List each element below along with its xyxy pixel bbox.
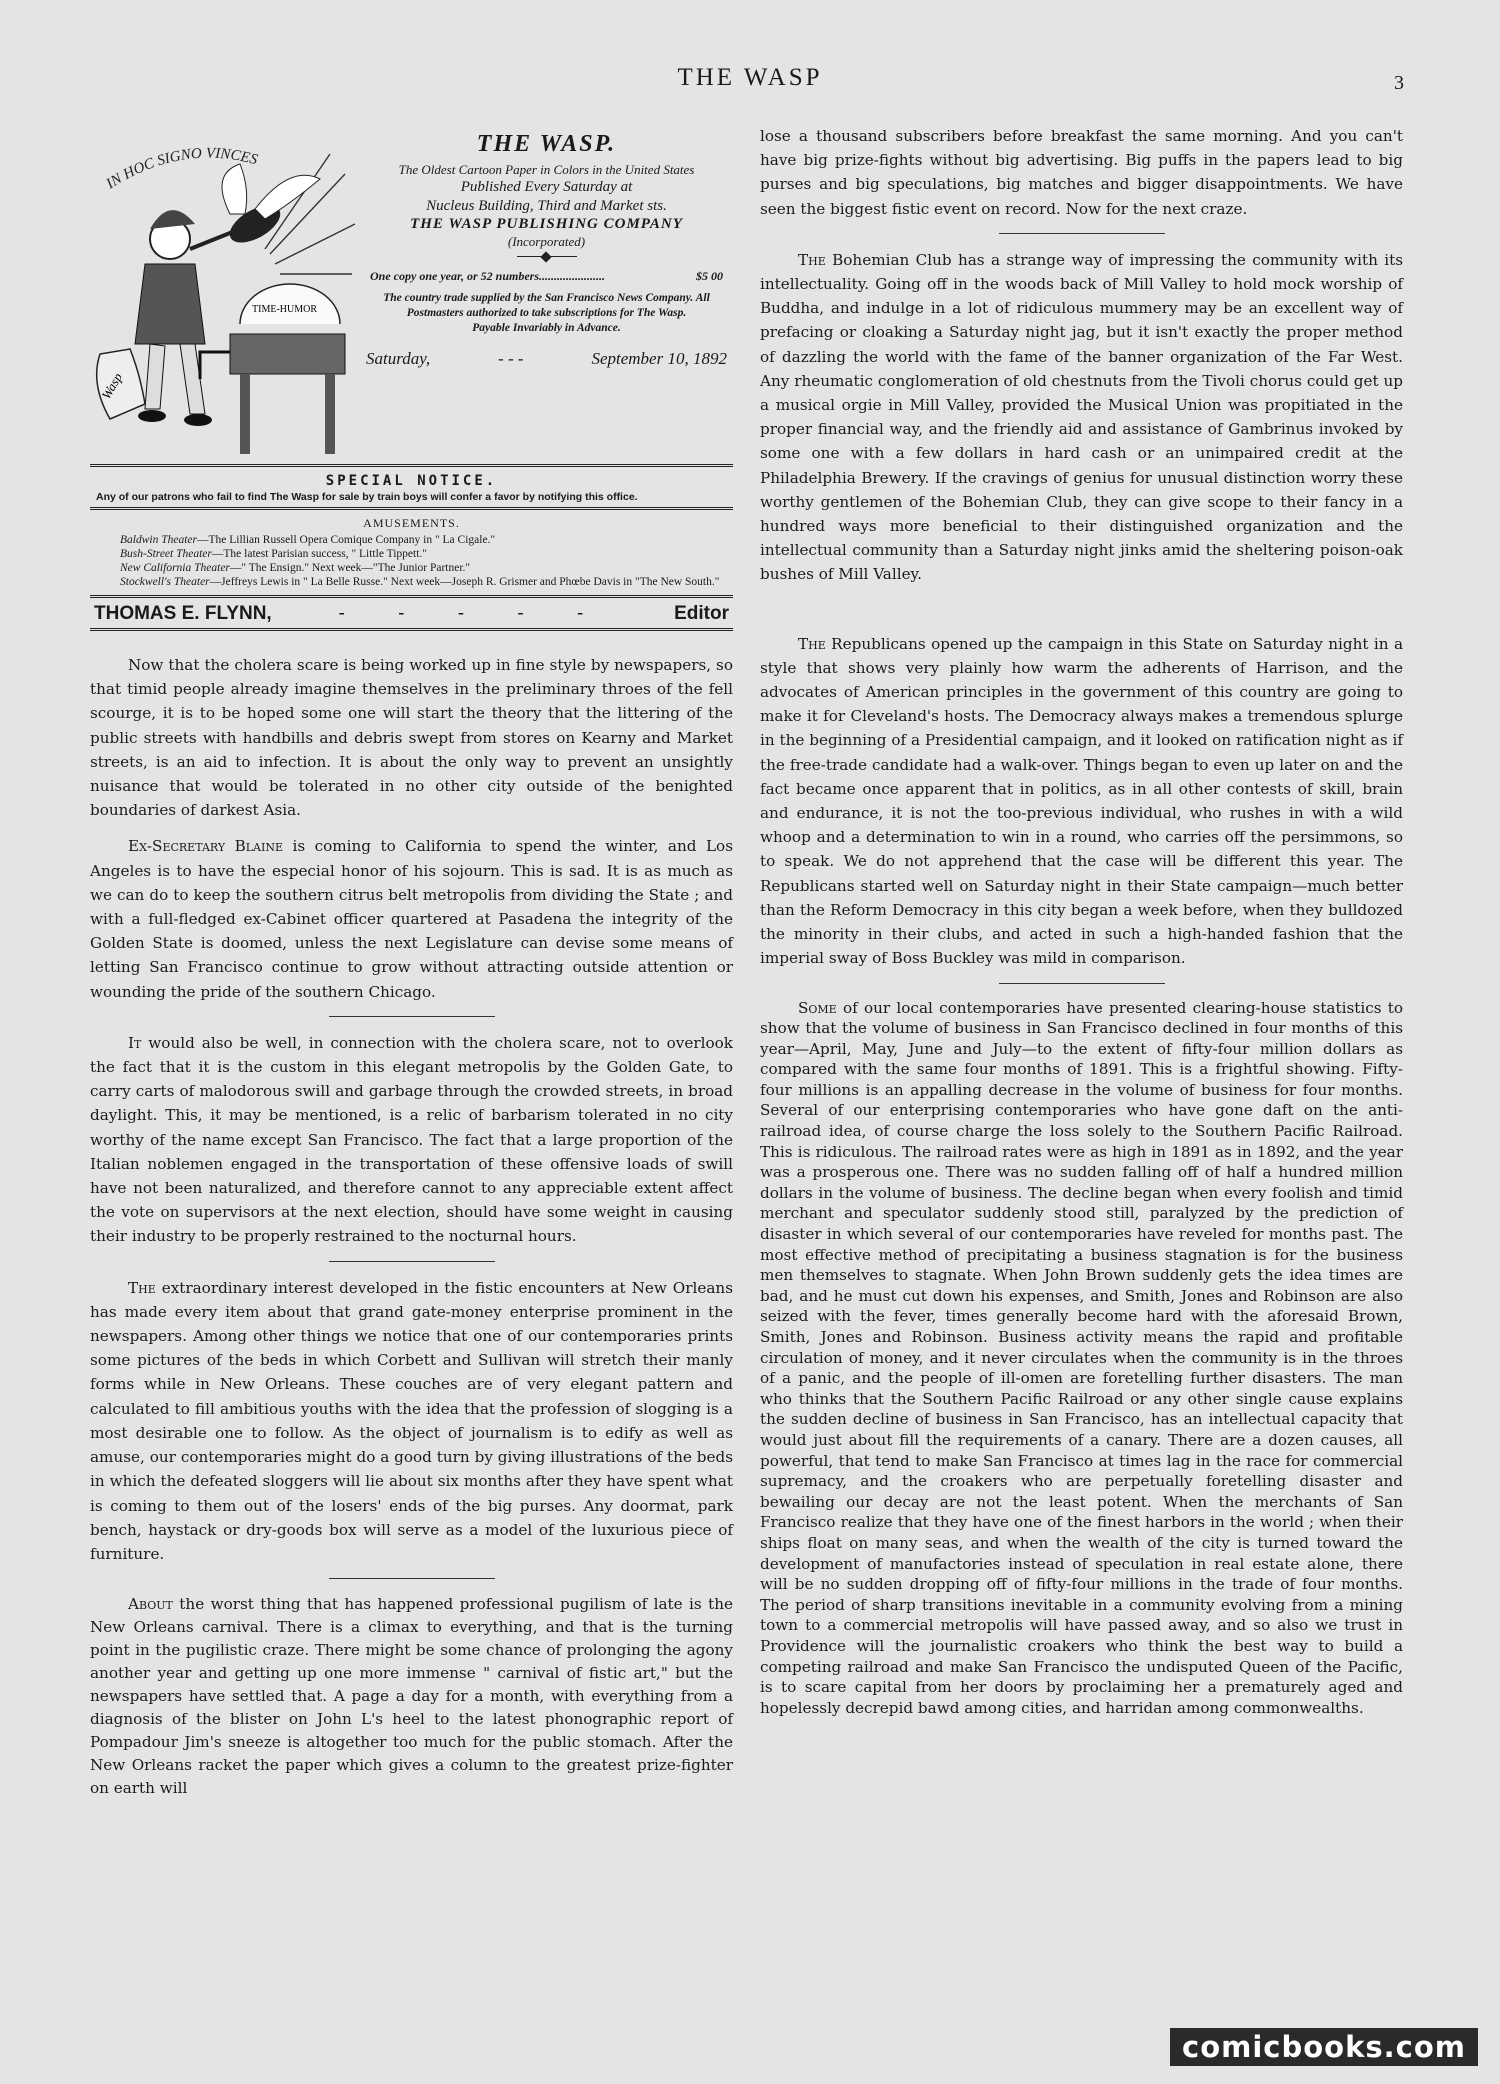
price-value: $5 00 bbox=[696, 269, 723, 283]
publication-tagline: The Oldest Cartoon Paper in Colors in the United States bbox=[398, 162, 695, 177]
article-paragraph: About the worst thing that has happened professional pugilism of late is the New Orleans carnival. There is a climax to everything, and that is the turning point in the pugilistic craze. There might be some chance of prolonging the agony another year and getting up one more immense " carnival of fistic art," but the newspapers have settled that. A page a day for a month, with everything from a diagnosis of the blister on John L's heel to the latest phonographic report of Pompadour Jim's sneeze is altogether too much for the public stomach. After the New Orleans racket the paper which gives a column to the greatest prize-fighter on earth will bbox=[90, 1595, 733, 1798]
masthead-info bbox=[360, 130, 733, 367]
logo-motto: IN HOC SIGNO VINCES bbox=[103, 145, 260, 193]
section-separator bbox=[999, 233, 1165, 234]
amusements-heading: AMUSEMENTS. bbox=[363, 516, 460, 530]
section-separator bbox=[329, 1016, 495, 1017]
logo-bag-label: Wasp bbox=[98, 370, 126, 402]
subscription-price bbox=[370, 268, 723, 285]
trade-note: The country trade supplied by the San Francisco News Company. All Postmasters authorized to take subscriptions for The Wasp. bbox=[383, 292, 710, 319]
right-column bbox=[760, 124, 1403, 1718]
divider-rule bbox=[90, 464, 733, 467]
article-paragraph: lose a thousand subscribers before breakfast the same morning. And you can't have big prize-fights without big advertising. Big puffs in the papers lead to big purses and big speculations, big matches and bigger disappointments. We have seen the biggest fistic event on record. Now for the next craze. bbox=[760, 127, 1403, 218]
section-separator bbox=[999, 983, 1165, 984]
amusement-item: New California Theater—" The Ensign." Next week—"The Junior Partner." bbox=[120, 562, 471, 574]
amusement-item: Stockwell's Theater—Jeffreys Lewis in " La Belle Russe." Next week—Joseph R. Grismer and Phœbe Davis in "The New South." bbox=[120, 576, 720, 588]
left-column bbox=[90, 124, 733, 1800]
wasp-mascot-illustration bbox=[90, 134, 355, 459]
editor-dashes: - - - - - bbox=[338, 603, 608, 624]
issue-day: Saturday, bbox=[366, 349, 431, 368]
publisher-name: THE WASP PUBLISHING COMPANY bbox=[410, 216, 683, 232]
article-paragraph: The Republicans opened up the campaign in this State on Saturday night in a style that shows very plainly how warm the adherents of Harrison, and the advocates of American principles in the government of this country are going to make it for Cleveland's hosts. The Democracy always makes a tremendous splurge in the beginning of a Presidential campaign, and it looked on ratification night as if the free-trade candidate had a walk-over. Things began to even up later on and the fact became once apparent that in politics, as in all other contests of skill, brain and endurance, it is not the too-previous individual, who rushes in with a wild whoop and a determination to win in a round, who carries off the persimmons, so to speak. We do not apprehend that the case will be different this year. The Republicans started well on Saturday night in their State campaign—much better than the Reform Democracy in this city began a week before, when they bulldozed the minority in their clubs, and acted in such a high-handed fashion that the imperial sway of Boss Buckley was mild in comparison. bbox=[760, 634, 1403, 968]
payable-note: Payable Invariably in Advance. bbox=[472, 322, 621, 334]
article-paragraph: It would also be well, in connection with the cholera scare, not to overlook the fact that it is the custom in this elegant metropolis by the Golden Gate, to carry carts of malodorous swill and garbage through the crowded streets, in broad daylight. This, it may be mentioned, is a relic of barbarism tolerated in no city worthy of the name except San Francisco. The fact that a large proportion of the Italian noblemen engaged in the transportation of these offensive loads of swill have not been naturalized, and therefore cannot to any appreciable extent affect the vote on supervisors at the next election, should have some weight in causing their industry to be properly restrained to the nocturnal hours. bbox=[90, 1033, 733, 1246]
section-gap bbox=[999, 605, 1165, 606]
publisher-incorporated: (Incorporated) bbox=[507, 234, 586, 249]
issue-date bbox=[366, 350, 727, 367]
article-paragraph: The Bohemian Club has a strange way of impressing the community with its intellectuality. Going off in the woods back of Mill Valley to hold mock worship of Buddha, and indulge in a lot of ridiculous mummery may be an excellent way of prefacing or cloaking a Saturday night jag, but it isn't exactly the proper method of dazzling the world with the fame of the banner organization of the Far West. Any rheumatic conglomeration of old chestnuts from the Tivoli chorus could get up a musical orgie in Mill Valley, provided the Musical Union was propitiated in the proper financial way, and the friendly aid and assistance of Gambrinus invoked by some one with a few dollars in hard cash or an unimpaired credit at the Philadelphia Brewery. If the cravings of genius for unusual distinction worry these worthy gentlemen of the Bohemian Club, they can give scope to their fancy in a hundred ways more beneficial to their distinguished organization and the intellectual community than a Saturday night jinks amid the sheltering poison-oak bushes of Mill Valley. bbox=[760, 250, 1403, 584]
special-notice-text: Any of our patrons who fail to find The Wasp for sale by train boys will confer a favor by notifying this office. bbox=[96, 491, 638, 503]
special-notice-heading: SPECIAL NOTICE. bbox=[325, 473, 498, 489]
site-watermark: comicbooks.com bbox=[1170, 2028, 1478, 2066]
publication-address: Nucleus Building, Third and Market sts. bbox=[426, 198, 667, 214]
amusement-item: Bush-Street Theater—The latest Parisian success, " Little Tippett." bbox=[120, 548, 427, 560]
article-paragraph: Ex-Secretary Blaine is coming to California to spend the winter, and Los Angeles is to have the especial honor of his sojourn. This is sad. It is as much as we can do to keep the southern citrus belt metropolis from dividing the State ; and with a full-fledged ex-Cabinet officer quartered at Pasadena the integrity of the Golden State is doomed, unless the next Legislature can devise some means of letting San Francisco continue to grow without attracting outside attention or wounding the pride of the southern Chicago. bbox=[90, 837, 733, 1001]
issue-dashes: - - - bbox=[498, 349, 524, 368]
publication-title: THE WASP. bbox=[476, 131, 617, 157]
section-separator bbox=[329, 1578, 495, 1579]
issue-date-value: September 10, 1892 bbox=[591, 349, 727, 368]
price-label: One copy one year, or 52 numbers...................... bbox=[370, 269, 605, 283]
article-paragraph: The extraordinary interest developed in the fistic encounters at New Orleans has made every item about that grand gate-money enterprise prominent in the newspapers. Among other things we notice that one of our contemporaries prints some pictures of the beds in which Corbett and Sullivan will stretch their manly forms while in New Orleans. These couches are of very elegant pattern and calculated to fill ambitious youths with the idea that the profession of slogging is a most desirable one to follow. As the object of journalism is to edify as well as amuse, our contemporaries might do a good turn by giving illustrations of the beds in which the defeated sloggers will lie about six months after they have spent what is coming to them out of the losers' ends of the big purses. Any doormat, park bench, haystack or dry-goods box will serve as a model of the luxurious piece of furniture. bbox=[90, 1278, 733, 1563]
masthead bbox=[90, 124, 733, 462]
publication-schedule: Published Every Saturday at bbox=[460, 179, 633, 195]
logo-machine-label: TIME-HUMOR bbox=[252, 304, 317, 315]
article-paragraph: Now that the cholera scare is being worked up in fine style by newspapers, so that timid people already imagine themselves in the preliminary throes of the fell scourge, it is to be hoped some one will start the theory that the littering of the public streets with handbills and debris swept from stores on Kearny and Market streets, is an aid to infection. It is about the only way to prevent an unsightly nuisance that would be tolerated in no other city outside of the benighted boundaries of darkest Asia. bbox=[90, 656, 733, 820]
editor-name: THOMAS E. FLYNN, bbox=[94, 603, 272, 624]
editor-line bbox=[90, 595, 733, 631]
amusement-item: Baldwin Theater—The Lillian Russell Opera Comique Company in " La Cigale." bbox=[120, 534, 496, 546]
divider-rule bbox=[90, 507, 733, 510]
editor-role: Editor bbox=[674, 603, 729, 624]
section-separator bbox=[329, 1261, 495, 1262]
article-paragraph: Some of our local contemporaries have presented clearing-house statistics to show that the volume of business in San Francisco declined in four months of this year—April, May, June and July—to the extent of fifty-four million dollars as compared with the same four months of 1891. This is a frightful showing. Fifty-four millions is an appalling decrease in the volume of business for four months. Several of our enterprising contemporaries who have gone daft on the anti-railroad idea, of course charge the loss solely to the Southern Pacific Railroad. This is ridiculous. The railroad rates were as high in 1891 as in 1892, and the year was a prosperous one. There was no sudden falling off of half a hundred million dollars in the volume of business. The decline began when every foolish and timid merchant and speculator suddenly stood still, paralyzed by the prediction of disaster in which several of our contemporaries have reveled for months past. The most effective method of precipitating a business stagnation is for the business men themselves to stagnate. When John Brown suddenly gets the idea times are bad, and he must cut down his expenses, and Smith, Jones and Robinson are also seized with the fever, times generally become hard with the aforesaid Brown, Smith, Jones and Robinson. Business activity means the rapid and profitable circulation of money, and it never circulates when the community is in the throes of a panic, and the people of ill-omen are foretelling further disasters. The man who thinks that the Southern Pacific Railroad or any other single cause explains the sudden decline of business in San Francisco, has an intellectual capacity that would just about fill the requirements of a canary. There are a dozen causes, all powerful, that tend to make San Francisco at times lag in the race for commercial supremacy, and the croakers who are perpetually foretelling disaster and bewailing our decay are not the least potent. When the merchants of San Francisco realize that they have one of the finest harbors in the world ; when their ships float on many seas, and when the wealth of the city is turned toward the development of manufactories instead of speculation in real estate alone, there will be no sudden dropping off of fifty-four millions in the trade of four months. The period of sharp transitions inevitable in a community evolving from a mining town to a commercial metropolis will have passed away, and so also we trust in Providence will the journalistic croakers who think the best way to build a competing railroad and make San Francisco the undisputed Queen of the Pacific, is to scare capital from her doors by proclaiming her a prematurely aged and hopelessly decrepid bawd among cities, and harridan among commonwealths. bbox=[760, 998, 1403, 1717]
page-number: 3 bbox=[1394, 72, 1404, 94]
running-head: THE WASP bbox=[677, 64, 823, 91]
ornament-divider bbox=[517, 252, 577, 262]
